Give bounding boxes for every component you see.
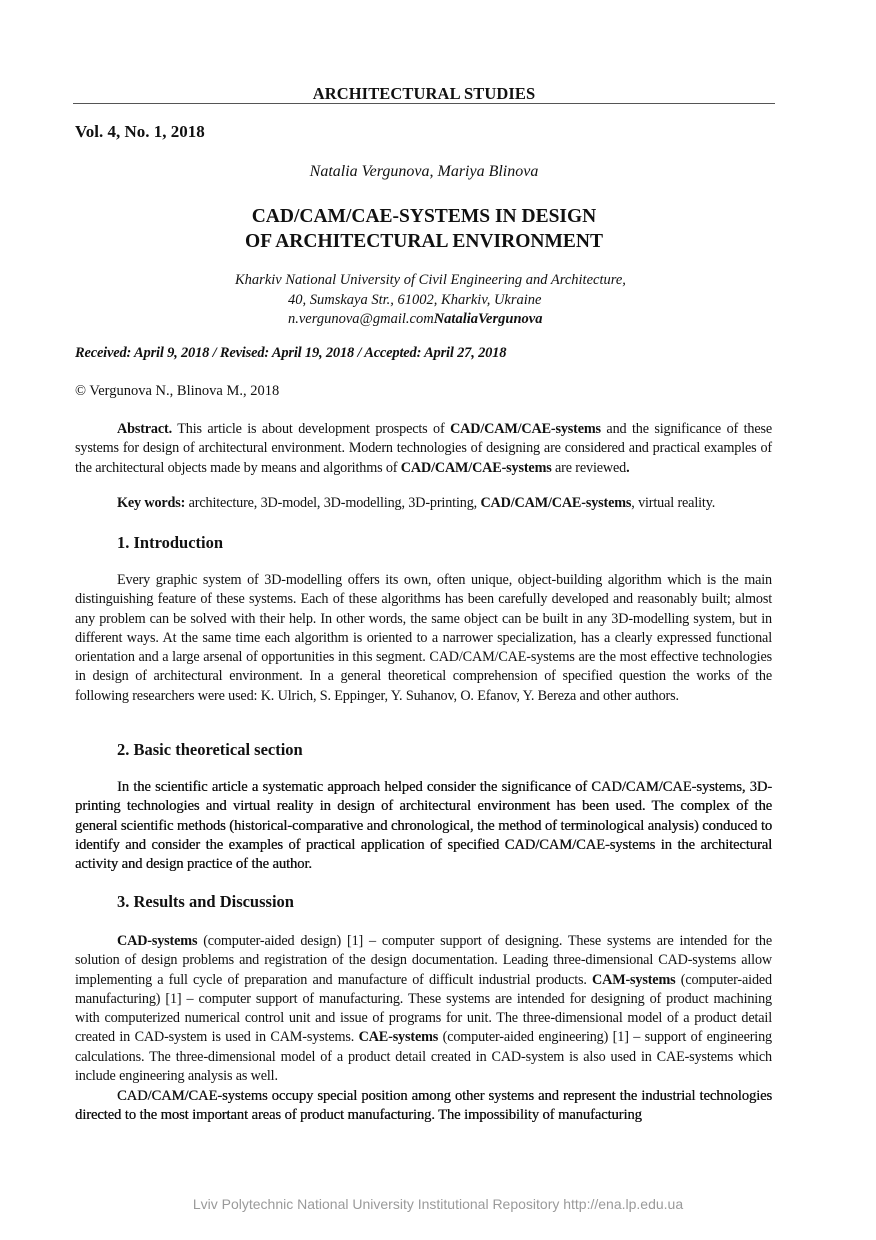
keywords-label: Key words: <box>117 495 186 511</box>
journal-running-head: ARCHITECTURAL STUDIES <box>312 84 536 103</box>
abstract-end: . <box>626 459 630 476</box>
affiliation-contact <box>235 310 626 330</box>
author-email-link[interactable]: n.vergunova@gmail.com <box>288 311 434 327</box>
abstract-text: This article is about development prospects of <box>172 421 451 437</box>
article-title-line-1: CAD/CAM/CAE-SYSTEMS IN DESIGN <box>251 206 597 227</box>
introduction-paragraph: Every graphic system of 3D-modelling offers its own, often unique, object-building algorithm which is the main distinguishing feature of these systems. Each of these algorithms has been carefully developed and reasonably built; almost any problem can be solved with their help. In other words, the same object can be built in any 3D-modelling system, but in different ways. At the same time each algorithm is oriented to a narrower specialization, has a clearly expressed functional orientation and a large arsenal of opportunities in this segment. CAD/CAM/CAE-systems are the most effective technologies in design of architectural environment. In a general theoretical comprehension of specified question the works of the following researchers were used: K. Ulrich, S. Eppinger, Y. Suhanov, O. Efanov, Y. Bereza and other authors. <box>75 572 772 704</box>
keywords-text: architecture, 3D-model, 3D-modelling, 3D-printing, <box>185 495 481 511</box>
author-affiliation <box>235 271 626 330</box>
abstract-text: are reviewed <box>551 459 627 476</box>
keywords-term: CAD/CAM/CAE-systems <box>480 495 632 511</box>
term-cam-systems: CAM-systems <box>592 971 676 988</box>
article-title <box>73 204 775 254</box>
article-authors: Natalia Vergunova, Mariya Blinova <box>309 163 539 180</box>
term-cae-systems: CAE-systems <box>358 1029 439 1046</box>
abstract-paragraph <box>75 420 772 478</box>
abstract-text: and the significance of these systems for design of architectural environment. Modern technologies of designing are considered and practical examples of the architectural objects made by means and algorithms of <box>75 421 773 476</box>
affiliation-institution: Kharkiv National University of Civil Engineering and Architecture, <box>235 272 626 288</box>
abstract-label: Abstract. <box>117 421 172 437</box>
affiliation-address: 40, Sumskaya Str., 61002, Kharkiv, Ukraine <box>288 291 542 308</box>
keywords-paragraph <box>75 494 772 513</box>
volume-issue: Vol. 4, No. 1, 2018 <box>75 122 205 141</box>
repository-footer: Lviv Polytechnic National University Institutional Repository http://ena.lp.edu.ua <box>192 1196 684 1212</box>
section-heading-introduction: 1. Introduction <box>117 533 224 552</box>
term-cad-systems: CAD-systems <box>117 933 198 949</box>
header-rule-divider <box>73 103 775 104</box>
results-text: (computer-aided manufacturing) [1] – computer support of manufacturing. These systems are intended for designing of product machining with computerized numerical control unit and issue of programs for unit. The three-dimensional model of a product detail created in CAD-system is used in CAM-systems. <box>75 971 772 1046</box>
abstract-term: CAD/CAM/CAE-systems <box>450 421 601 437</box>
author-email-name: NataliaVergunova <box>433 311 543 327</box>
results-paragraph-2: CAD/CAM/CAE-systems occupy special position among other systems and represent the industrial technologies directed to the most important areas of product manufacturing. The impossibility of manufacturing <box>75 1088 772 1124</box>
section-heading-results: 3. Results and Discussion <box>117 892 294 911</box>
article-dates: Received: April 9, 2018 / Revised: April 19, 2018 / Accepted: April 27, 2018 <box>75 345 507 361</box>
basic-theoretical-paragraph: In the scientific article a systematic approach helped consider the significance of CAD/CAM/CAE-systems, 3D-printing technologies and virtual reality in design of architectural environment has been used. The complex of the general scientific methods (historical-comparative and chronological, the method of terminological analysis) conduced to identify and consider the examples of practical application of specified CAD/CAM/CAE-systems in the architectural activity and design practice of the author. <box>75 779 772 873</box>
results-paragraph-1 <box>75 932 772 1086</box>
keywords-text: , virtual reality. <box>631 495 716 511</box>
article-title-line-2: OF ARCHITECTURAL ENVIRONMENT <box>245 231 603 252</box>
copyright-notice: © Vergunova N., Blinova M., 2018 <box>75 383 280 399</box>
abstract-term: CAD/CAM/CAE-systems <box>400 459 552 476</box>
results-text: (computer-aided design) [1] – computer support of designing. These systems are intended for the solution of design problems and registration of the design documentation. Leading three-dimensional CAD-systems allow implementing a full cycle of preparation and manufacture of difficult industrial products. <box>75 933 772 988</box>
section-heading-basic-theoretical: 2. Basic theoretical section <box>117 740 303 759</box>
results-text: (computer-aided engineering) [1] – support of engineering calculations. The three-dimensional model of a product detail created in CAD-system is also used in CAE-systems which include engineering analysis as well. <box>75 1029 772 1085</box>
